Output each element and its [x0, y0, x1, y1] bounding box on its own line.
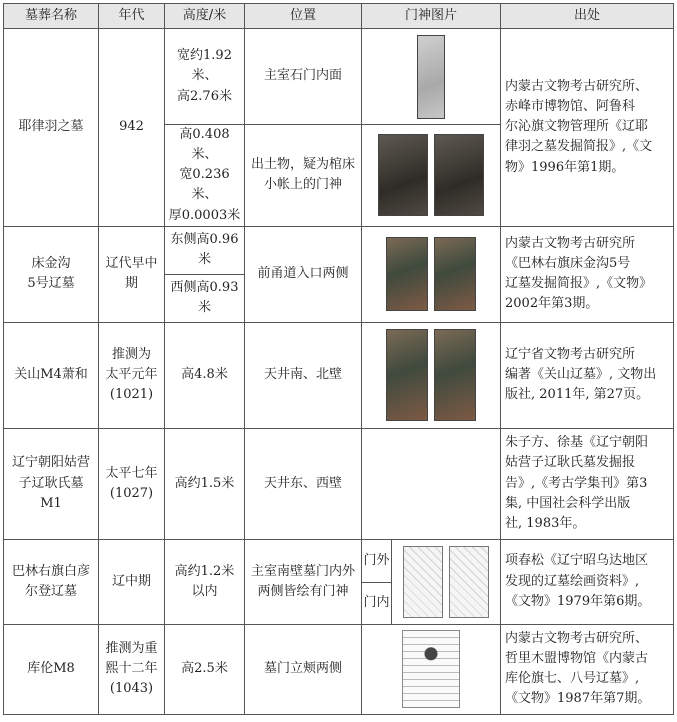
tomb-name: 库伦M8 — [4, 624, 99, 714]
location-cell: 天井东、西壁 — [245, 428, 362, 539]
door-god-image-cell — [362, 428, 501, 539]
door-god-image-cell — [362, 322, 501, 428]
header-height: 高度/米 — [165, 4, 245, 29]
location-cell: 墓门立颊两侧 — [245, 624, 362, 714]
door-god-photo — [386, 329, 428, 421]
height-cell: 高约1.2米 以内 — [165, 539, 245, 624]
door-god-image-cell — [362, 624, 501, 714]
tomb-name: 床金沟 5号辽墓 — [4, 226, 99, 322]
tomb-era: 942 — [99, 29, 165, 227]
height-cell: 东侧高0.96 米 — [165, 226, 245, 274]
table-row — [4, 226, 674, 274]
header-era: 年代 — [99, 4, 165, 29]
header-location: 位置 — [245, 4, 362, 29]
header-image: 门神图片 — [362, 4, 501, 29]
tomb-name: 辽宁朝阳姑营 子辽耿氏墓 M1 — [4, 428, 99, 539]
door-god-photo — [434, 237, 476, 311]
height-cell: 高4.8米 — [165, 322, 245, 428]
label-outer: 门外 — [362, 539, 392, 582]
door-god-photo — [417, 35, 445, 119]
height-cell: 西侧高0.93 米 — [165, 274, 245, 322]
tomb-name: 耶律羽之墓 — [4, 29, 99, 227]
door-god-drawing — [402, 630, 460, 708]
location-cell: 主室南壁墓门内外 两侧皆绘有门神 — [245, 539, 362, 624]
tomb-era: 推测为重 熙十二年 (1043) — [99, 624, 165, 714]
location-cell: 前甬道入口两侧 — [245, 226, 362, 322]
door-god-image-cell — [392, 539, 501, 624]
height-cell: 宽约1.92米、 高2.76米 — [165, 29, 245, 125]
door-god-photo — [434, 134, 484, 216]
door-god-photo — [434, 329, 476, 421]
label-inner: 门内 — [362, 582, 392, 624]
door-god-photo — [378, 134, 428, 216]
location-cell: 主室石门内面 — [245, 29, 362, 125]
header-name: 墓葬名称 — [4, 4, 99, 29]
source-cell: 内蒙古文物考古研究所、 哲里木盟博物馆《内蒙古 库伦旗七、八号辽墓》, 《文物》1987年第7期。 — [501, 624, 674, 714]
door-god-image-cell — [362, 29, 501, 125]
table-row — [4, 539, 674, 582]
tomb-name: 关山M4萧和 — [4, 322, 99, 428]
table-row — [4, 428, 674, 539]
table-row — [4, 29, 674, 125]
source-cell: 辽宁省文物考古研究所 编著《关山辽墓》, 文物出 版社, 2011年, 第27页。 — [501, 322, 674, 428]
table-row — [4, 322, 674, 428]
door-god-drawing — [449, 546, 489, 618]
table-row — [4, 624, 674, 714]
source-cell: 内蒙古文物考古研究所 《巴林右旗床金沟5号 辽墓发掘简报》,《文物》 2002年第3期。 — [501, 226, 674, 322]
door-god-table — [3, 3, 674, 715]
door-god-image-cell — [362, 125, 501, 227]
door-god-image-cell — [362, 226, 501, 322]
tomb-era: 辽代早中 期 — [99, 226, 165, 322]
header-source: 出处 — [501, 4, 674, 29]
header-row — [4, 4, 674, 29]
door-god-photo — [386, 237, 428, 311]
tomb-era: 推测为 太平元年 (1021) — [99, 322, 165, 428]
tomb-era: 太平七年 (1027) — [99, 428, 165, 539]
source-cell: 朱子方、徐基《辽宁朝阳 姑营子辽耿氏墓发掘报 告》,《考古学集刊》第3 集, 中国社会科学出版 社, 1983年。 — [501, 428, 674, 539]
location-cell: 天井南、北壁 — [245, 322, 362, 428]
tomb-name: 巴林右旗白彦 尔登辽墓 — [4, 539, 99, 624]
tomb-era: 辽中期 — [99, 539, 165, 624]
height-cell: 高0.408米、 宽0.236米、 厚0.0003米 — [165, 125, 245, 227]
source-cell: 内蒙古文物考古研究所、 赤峰市博物馆、阿鲁科 尔沁旗文物管理所《辽耶 律羽之墓发掘简报》,《文 物》1996年第1期。 — [501, 29, 674, 227]
height-cell: 高约1.5米 — [165, 428, 245, 539]
door-god-drawing — [403, 546, 443, 618]
height-cell: 高2.5米 — [165, 624, 245, 714]
source-cell: 项春松《辽宁昭乌达地区 发现的辽墓绘画资料》, 《文物》1979年第6期。 — [501, 539, 674, 624]
location-cell: 出土物，疑为棺床 小帐上的门神 — [245, 125, 362, 227]
